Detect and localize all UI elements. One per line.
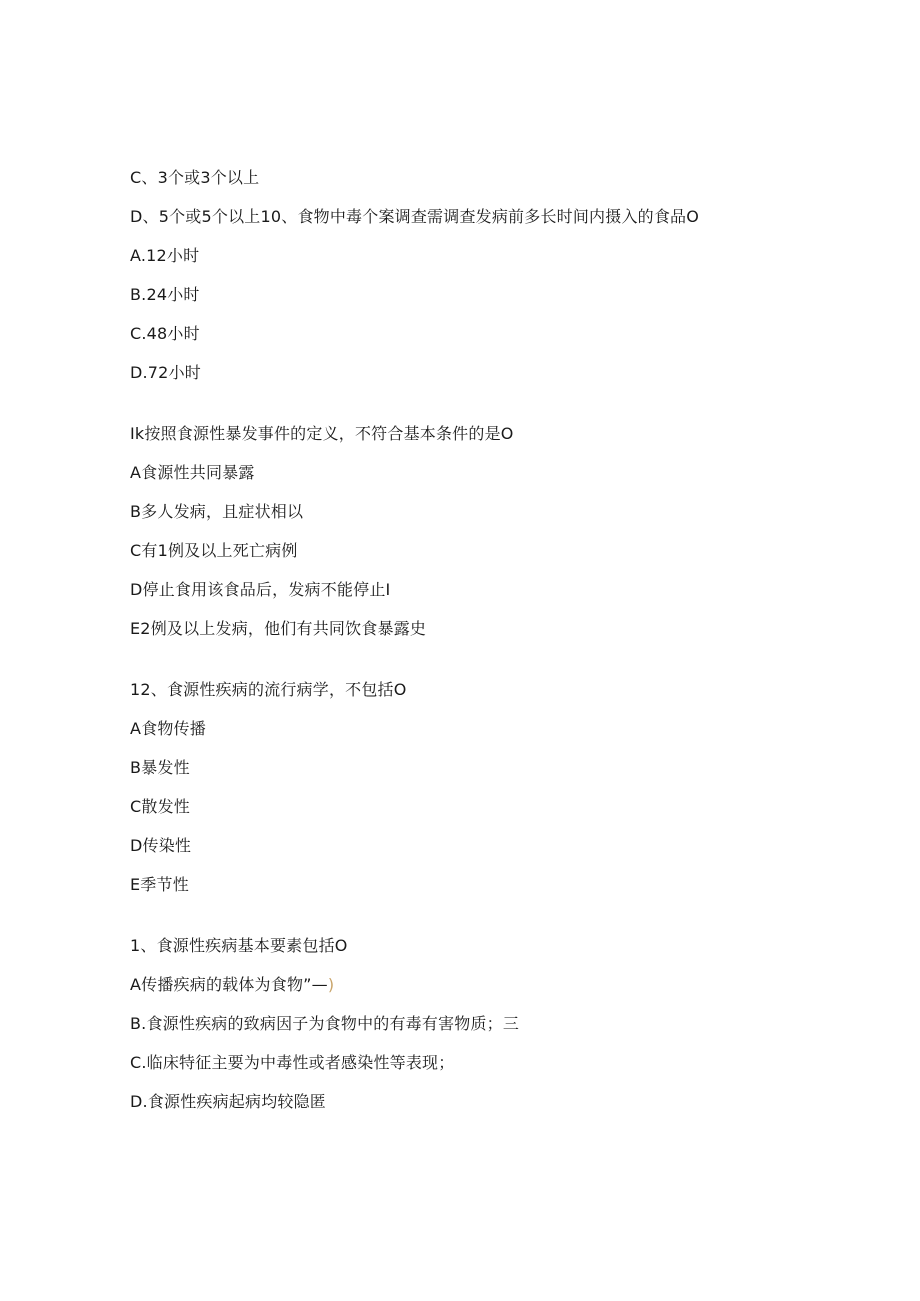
question-11-option-b: B多人发病，且症状相以 xyxy=(130,502,304,521)
multi-question-1-option-b: B.食源性疾病的致病因子为食物中的有毒有害物质；三 xyxy=(130,1014,520,1033)
option-d-72-hours: D.72小时 xyxy=(130,363,201,382)
multi-question-1-option-c: C.临床特征主要为中毒性或者感染性等表现； xyxy=(130,1053,455,1072)
accent-bracket: ) xyxy=(327,975,335,994)
option-a-12-hours: A.12小时 xyxy=(130,246,200,265)
option-c-48-hours: C.48小时 xyxy=(130,324,200,343)
question-12-option-e: E季节性 xyxy=(130,875,189,894)
question-11-option-d: D停止食用该食品后，发病不能停止I xyxy=(130,580,391,599)
question-12-option-c: C散发性 xyxy=(130,797,190,816)
question-12-option-b: B暴发性 xyxy=(130,758,190,777)
multi-question-1-option-a xyxy=(130,975,334,995)
multi-question-1-option-d: D.食源性疾病起病均较隐匿 xyxy=(130,1092,327,1111)
question-11: Ik按照食源性暴发事件的定义，不符合基本条件的是O xyxy=(130,424,514,443)
multi-question-1: 1、食源性疾病基本要素包括O xyxy=(130,936,348,955)
option-a-text: A传播疾病的载体为食物”— xyxy=(130,975,328,994)
question-11-option-c: C有1例及以上死亡病例 xyxy=(130,541,298,560)
question-12: 12、食源性疾病的流行病学，不包括O xyxy=(130,680,407,699)
option-b-24-hours: B.24小时 xyxy=(130,285,200,304)
option-d-and-question-10: D、5个或5个以上10、食物中毒个案调查需调查发病前多长时间内摄入的食品O xyxy=(130,207,700,226)
option-c-3-or-more: C、3个或3个以上 xyxy=(130,168,260,187)
question-11-option-e: E2例及以上发病，他们有共同饮食暴露史 xyxy=(130,619,427,638)
question-11-option-a: A食源性共同暴露 xyxy=(130,463,255,482)
question-12-option-a: A食物传播 xyxy=(130,719,206,738)
question-12-option-d: D传染性 xyxy=(130,836,192,855)
